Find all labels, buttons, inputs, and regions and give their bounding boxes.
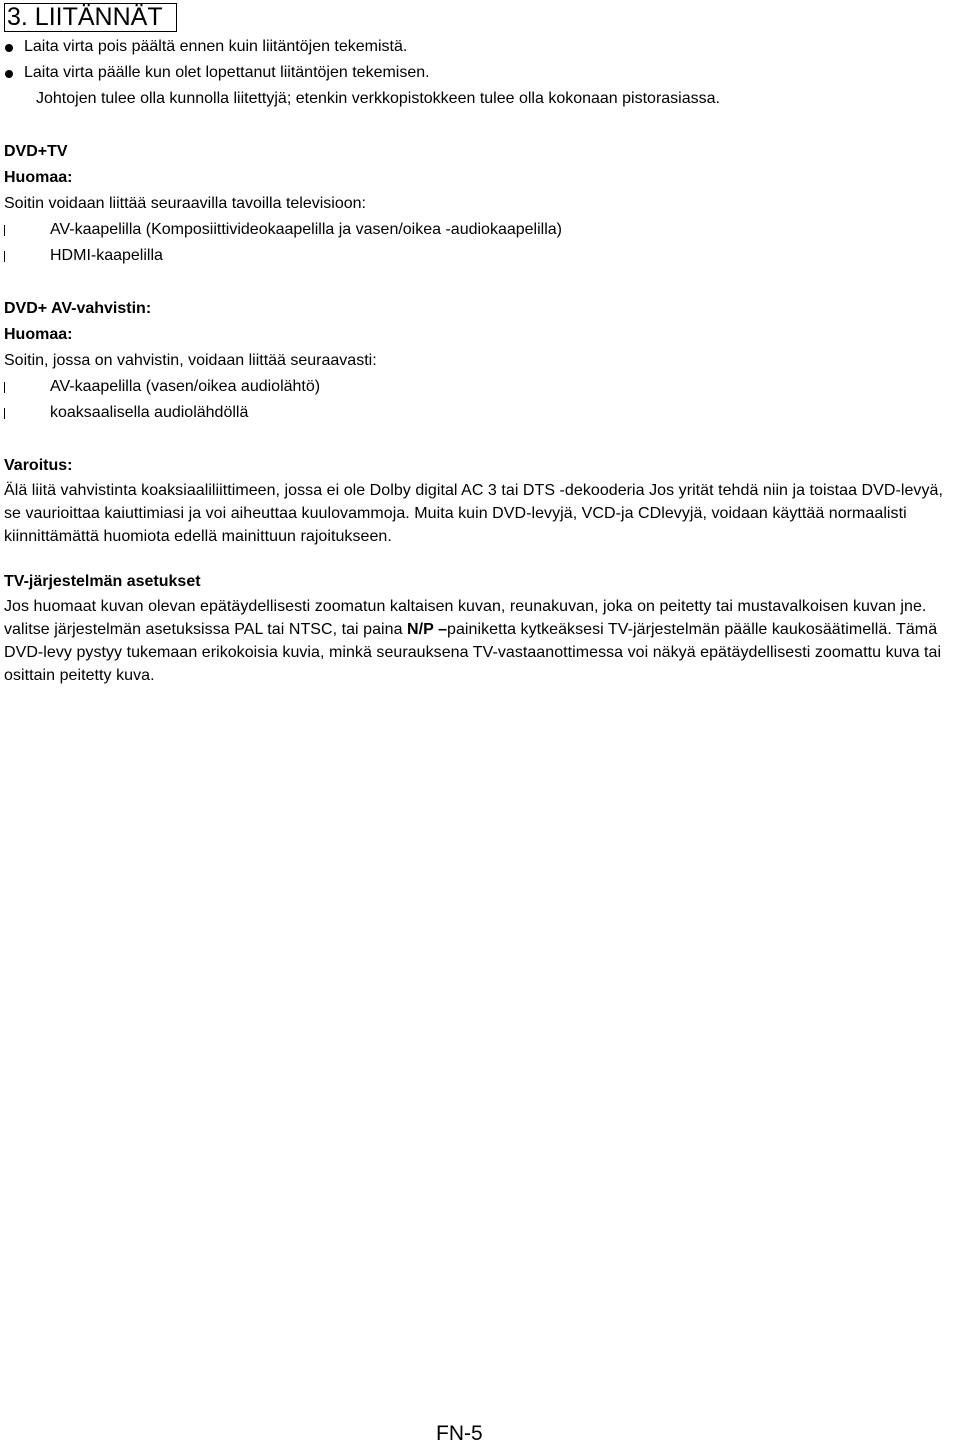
list-item-text: koaksaalisella audiolähdöllä — [50, 404, 249, 421]
intro-list — [4, 34, 956, 112]
section-lead: Soitin voidaan liittää seuraavilla tavoilla televisioon: — [4, 195, 366, 212]
bullet-icon — [5, 44, 13, 52]
note-label: Huomaa: — [4, 169, 73, 186]
intro-item-text: Laita virta päälle kun olet lopettanut liitäntöjen tekemisen. — [24, 64, 430, 81]
intro-item — [4, 60, 956, 86]
list-item — [4, 400, 956, 426]
section-title: 3. LIITÄNNÄT — [4, 3, 177, 32]
dvd-tv-section — [4, 139, 956, 269]
list-item — [4, 243, 956, 269]
list-item-text: AV-kaapelilla (Komposiittivideokaapelilla ja vasen/oikea -audiokaapelilla) — [50, 221, 562, 238]
np-key-dash: – — [433, 621, 448, 638]
warning-text: Älä liitä vahvistinta koaksiaaliliittimeen, jossa ei ole Dolby digital AC 3 tai DTS -dekooderia Jos yrität tehdä niin ja toistaa DVD-levyä, se vaurioittaa kaiuttimiasi ja voi aiheuttaa kuulovammoja. Muita kuin DVD-levyjä, VCD-ja CDlevyjä, voidaan käyttää normaalisti kiinnittämättä huomiota edellä mainittuun rajoitukseen. — [4, 482, 943, 545]
tv-system-heading: TV-järjestelmän asetukset — [4, 573, 201, 590]
intro-item — [4, 86, 956, 112]
note-label: Huomaa: — [4, 326, 73, 343]
page-content — [4, 3, 956, 687]
dvd-amp-section — [4, 296, 956, 426]
tv-system-section — [4, 569, 956, 687]
section-heading: DVD+ AV-vahvistin: — [4, 300, 152, 317]
list-item-text: HDMI-kaapelilla — [50, 247, 163, 264]
bar-bullet-icon — [4, 225, 5, 236]
list-item-text: AV-kaapelilla (vasen/oikea audiolähtö) — [50, 378, 321, 395]
list-item — [4, 217, 956, 243]
bullet-icon — [5, 70, 13, 78]
list-item — [4, 374, 956, 400]
section-heading: DVD+TV — [4, 143, 68, 160]
tv-system-text-end: painiketta kytkeäksesi TV-järjestelmän päälle kaukosäätimellä. Tämä DVD-levy pystyy tukemaan erikokoisia kuvia, minkä seurauksena TV-vastaanottimessa voi näkyä epätäydellisesti zoomattu kuva tai osittain peitetty kuva. — [4, 621, 942, 684]
tv-system-text-start: Jos huomaat kuvan olevan epätäydellisesti zoomatun kaltaisen kuvan, reunakuvan, joka on peitetty tai mustavalkoisen kuvan jne. valitse järjestelmän asetuksissa PAL tai NTSC, tai paina — [4, 598, 927, 638]
bar-bullet-icon — [4, 408, 5, 419]
spacer — [4, 112, 956, 139]
warning-section — [4, 453, 956, 548]
spacer — [4, 426, 956, 453]
bar-bullet-icon — [4, 382, 5, 393]
spacer — [4, 548, 956, 569]
np-key-label: N/P — [407, 621, 434, 638]
spacer — [4, 269, 956, 296]
page-number: FN-5 — [436, 1422, 483, 1445]
intro-item — [4, 34, 956, 60]
intro-item-text: Johtojen tulee olla kunnolla liitettyjä; etenkin verkkopistokkeen tulee olla kokonaan pistorasiassa. — [36, 90, 720, 107]
intro-item-text: Laita virta pois päältä ennen kuin liitäntöjen tekemistä. — [24, 38, 408, 55]
tv-system-text — [4, 595, 956, 687]
section-lead: Soitin, jossa on vahvistin, voidaan liittää seuraavasti: — [4, 352, 377, 369]
warning-heading: Varoitus: — [4, 457, 73, 474]
bar-bullet-icon — [4, 251, 5, 262]
